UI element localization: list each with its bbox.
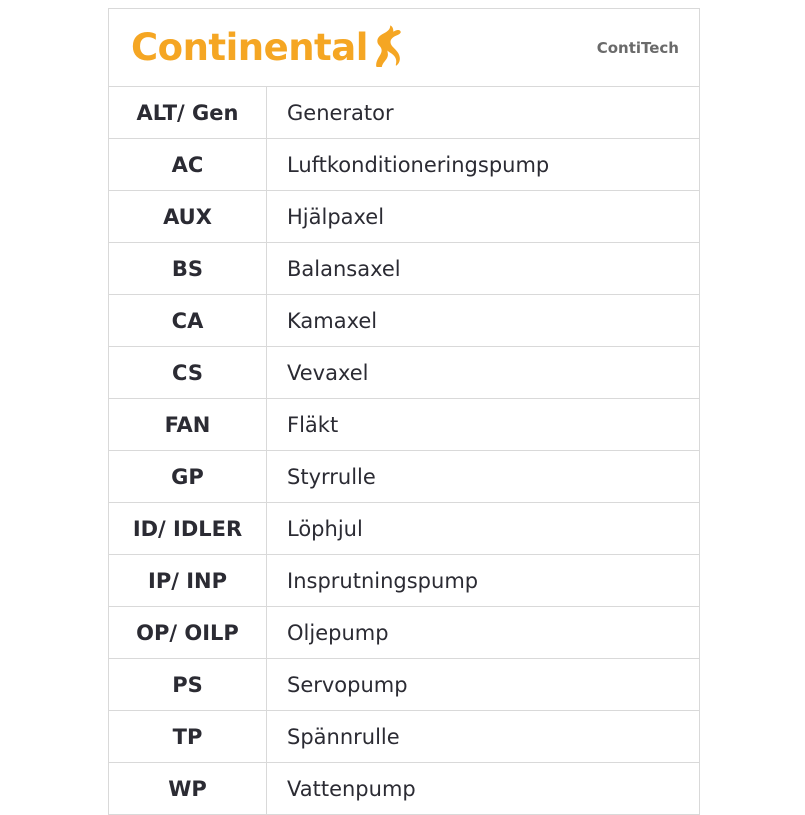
abbr-cell — [109, 451, 267, 502]
abbr-cell — [109, 243, 267, 294]
abbr-cell — [109, 295, 267, 346]
table-row — [109, 139, 699, 191]
desc-cell — [267, 555, 699, 606]
abbr-cell — [109, 711, 267, 762]
desc-text: Luftkonditioneringspump — [287, 152, 550, 177]
desc-cell — [267, 139, 699, 190]
table-row — [109, 295, 699, 347]
desc-text: Oljepump — [287, 620, 389, 645]
table-row — [109, 555, 699, 607]
abbr-cell — [109, 191, 267, 242]
desc-cell — [267, 711, 699, 762]
continental-logo — [131, 26, 406, 69]
desc-cell — [267, 451, 699, 502]
abbr-text: PS — [172, 672, 203, 697]
abbr-text: CS — [172, 360, 203, 385]
desc-text: Spännrulle — [287, 724, 400, 749]
abbr-cell — [109, 139, 267, 190]
abbr-text: WP — [168, 776, 207, 801]
abbr-cell — [109, 399, 267, 450]
table-row — [109, 659, 699, 711]
desc-text: Insprutningspump — [287, 568, 479, 593]
table-row — [109, 243, 699, 295]
desc-text: Kamaxel — [287, 308, 378, 333]
desc-text: Fläkt — [287, 412, 339, 437]
table-row — [109, 451, 699, 503]
abbr-text: CA — [171, 308, 204, 333]
brand-wordmark: Continental — [131, 26, 368, 69]
desc-cell — [267, 87, 699, 138]
table-row — [109, 763, 699, 815]
horse-logo-icon — [372, 25, 406, 67]
abbr-cell — [109, 659, 267, 710]
desc-cell — [267, 503, 699, 554]
brand-header — [109, 9, 699, 87]
desc-text: Hjälpaxel — [287, 204, 385, 229]
desc-cell — [267, 191, 699, 242]
desc-text: Styrrulle — [287, 464, 376, 489]
desc-text: Servopump — [287, 672, 408, 697]
abbr-text: BS — [171, 256, 204, 281]
desc-cell — [267, 659, 699, 710]
abbr-text: AC — [171, 152, 204, 177]
desc-cell — [267, 347, 699, 398]
table-row — [109, 607, 699, 659]
abbr-text: ID/ IDLER — [132, 516, 243, 541]
abbr-cell — [109, 607, 267, 658]
desc-text: Vevaxel — [287, 360, 369, 385]
table-row — [109, 503, 699, 555]
desc-cell — [267, 243, 699, 294]
abbr-text: AUX — [163, 204, 212, 229]
abbr-text: GP — [171, 464, 204, 489]
table-row — [109, 399, 699, 451]
desc-cell — [267, 607, 699, 658]
abbr-text: FAN — [164, 412, 211, 437]
desc-cell — [267, 399, 699, 450]
abbr-cell — [109, 347, 267, 398]
table-row — [109, 87, 699, 139]
desc-text: Löphjul — [287, 516, 363, 541]
abbr-text: TP — [172, 724, 203, 749]
abbr-cell — [109, 503, 267, 554]
desc-text: Vattenpump — [287, 776, 416, 801]
sub-brand-label: ContiTech — [596, 38, 679, 57]
desc-text: Balansaxel — [287, 256, 401, 281]
abbr-text: ALT/ Gen — [136, 100, 239, 125]
table-row — [109, 191, 699, 243]
desc-cell — [267, 763, 699, 814]
abbr-text: IP/ INP — [148, 568, 227, 593]
abbr-cell — [109, 87, 267, 138]
abbr-cell — [109, 763, 267, 814]
table-row — [109, 347, 699, 399]
abbr-text: OP/ OILP — [136, 620, 239, 645]
desc-text: Generator — [287, 100, 394, 125]
desc-cell — [267, 295, 699, 346]
abbreviation-table — [108, 8, 700, 815]
abbr-cell — [109, 555, 267, 606]
table-row — [109, 711, 699, 763]
